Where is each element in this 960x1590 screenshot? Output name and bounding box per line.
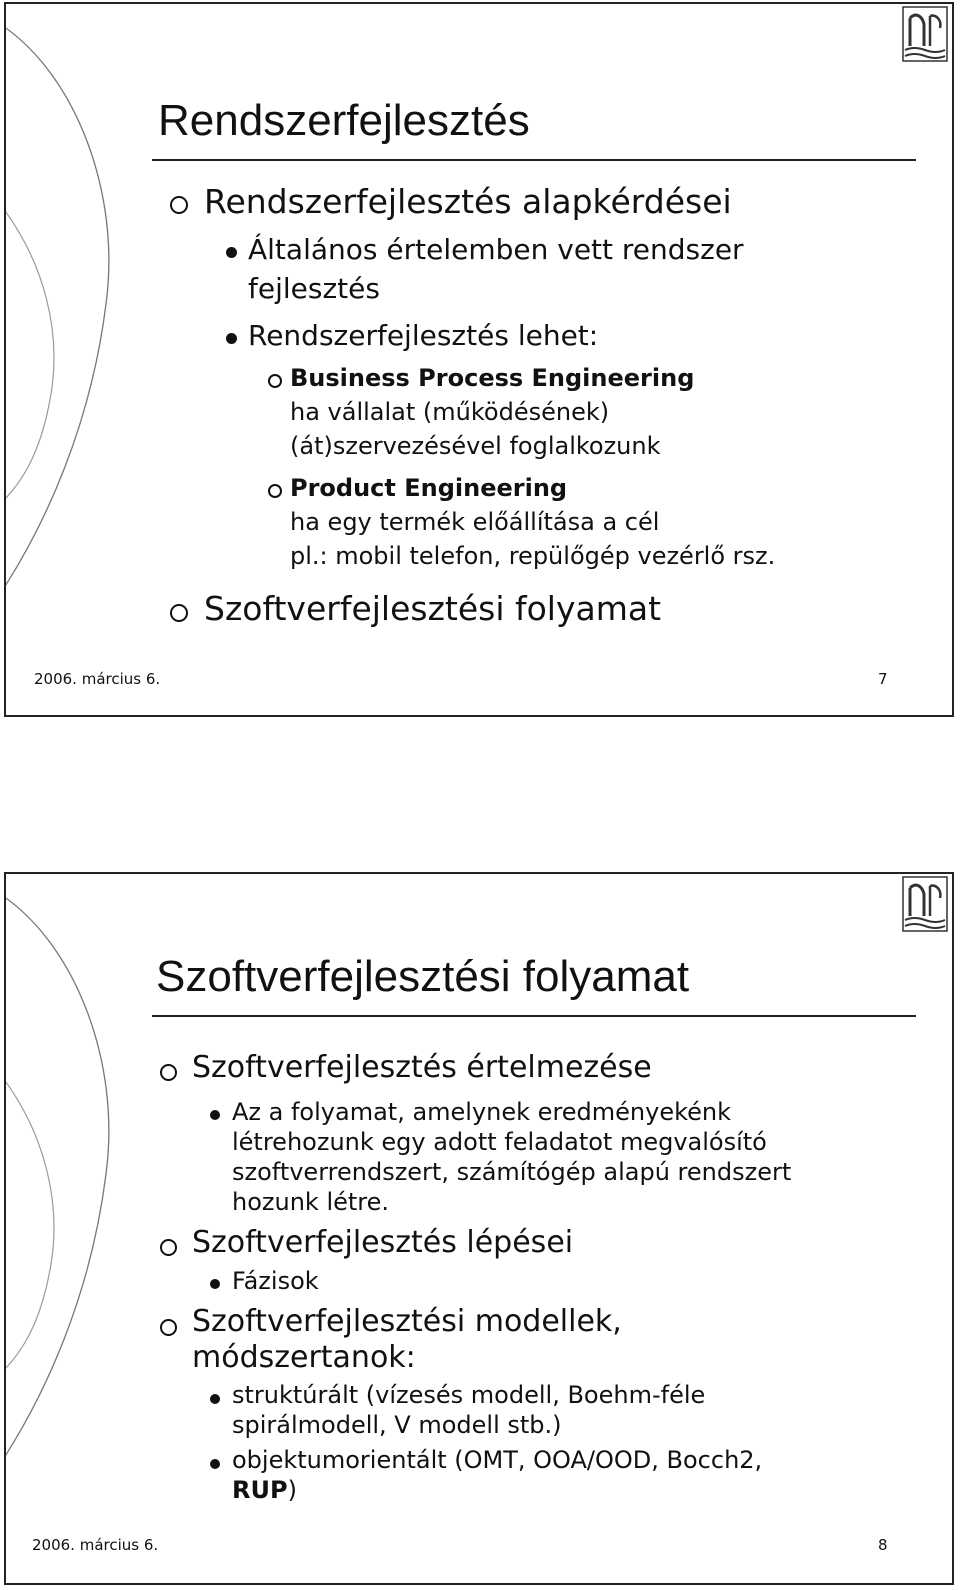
definition-line: hozunk létre. [232, 1188, 390, 1216]
slide-title: Szoftverfejlesztési folyamat [156, 952, 690, 1001]
hollow-bullet-icon [170, 604, 188, 622]
slide-8 [4, 872, 954, 1585]
phases-item: Fázisok [232, 1267, 319, 1295]
bpe-heading: Business Process Engineering [290, 364, 695, 392]
dot-bullet-icon [210, 1279, 220, 1289]
page-number: 8 [878, 1536, 888, 1554]
dot-bullet-icon [226, 247, 237, 258]
pe-description: ha egy termék előállítása a cél [290, 508, 660, 536]
footer-date: 2006. március 6. [34, 670, 161, 688]
bullet-level1: Szoftverfejlesztés lépései [192, 1225, 574, 1260]
hollow-bullet-icon [170, 196, 188, 214]
definition-line: szoftverrendszert, számítógép alapú rendszert [232, 1158, 792, 1186]
university-logo-icon [902, 876, 948, 932]
rup-emphasis: RUP [232, 1476, 288, 1504]
title-divider [152, 159, 916, 161]
bullet-level1: Rendszerfejlesztés alapkérdései [204, 182, 732, 221]
decorative-arcs [6, 874, 126, 1585]
hollow-bullet-icon [160, 1064, 177, 1081]
bullet-level1: Szoftverfejlesztési folyamat [204, 589, 662, 628]
dot-bullet-icon [226, 333, 237, 344]
bullet-level2-line: fejlesztés [248, 272, 380, 305]
slide-title: Rendszerfejlesztés [158, 96, 530, 145]
bullet-level1: Szoftverfejlesztés értelmezése [192, 1050, 652, 1085]
model-item-line: objektumorientált (OMT, OOA/OOD, Bocch2, [232, 1446, 763, 1474]
dot-bullet-icon [210, 1394, 220, 1404]
pe-heading: Product Engineering [290, 474, 568, 502]
closing-paren: ) [287, 1476, 297, 1504]
hollow-bullet-icon [268, 374, 282, 388]
bpe-description: ha vállalat (működésének) [290, 398, 610, 426]
hollow-bullet-icon [268, 484, 282, 498]
hollow-bullet-icon [160, 1319, 177, 1336]
bpe-description: (át)szervezésével foglalkozunk [290, 432, 661, 460]
decorative-arcs [6, 4, 126, 717]
dot-bullet-icon [210, 1459, 220, 1469]
bullet-level2: Rendszerfejlesztés lehet: [248, 319, 599, 352]
bullet-level1-line: módszertanok: [192, 1340, 416, 1375]
dot-bullet-icon [210, 1110, 220, 1120]
definition-line: Az a folyamat, amelynek eredményekénk [232, 1098, 732, 1126]
university-logo-icon [902, 6, 948, 62]
footer-date: 2006. március 6. [32, 1536, 159, 1554]
page-number: 7 [878, 670, 888, 688]
model-item-line: struktúrált (vízesés modell, Boehm-féle [232, 1381, 706, 1409]
bullet-level1-line: Szoftverfejlesztési modellek, [192, 1304, 622, 1339]
bullet-level2-line: Általános értelemben vett rendszer [248, 233, 744, 266]
slide-7 [4, 2, 954, 717]
title-divider [152, 1015, 916, 1017]
model-item-line: spirálmodell, V modell stb.) [232, 1411, 562, 1439]
hollow-bullet-icon [160, 1239, 177, 1256]
pe-description: pl.: mobil telefon, repülőgép vezérlő rsz. [290, 542, 776, 570]
definition-line: létrehozunk egy adott feladatot megvalósító [232, 1128, 767, 1156]
model-item-line [232, 1476, 297, 1504]
